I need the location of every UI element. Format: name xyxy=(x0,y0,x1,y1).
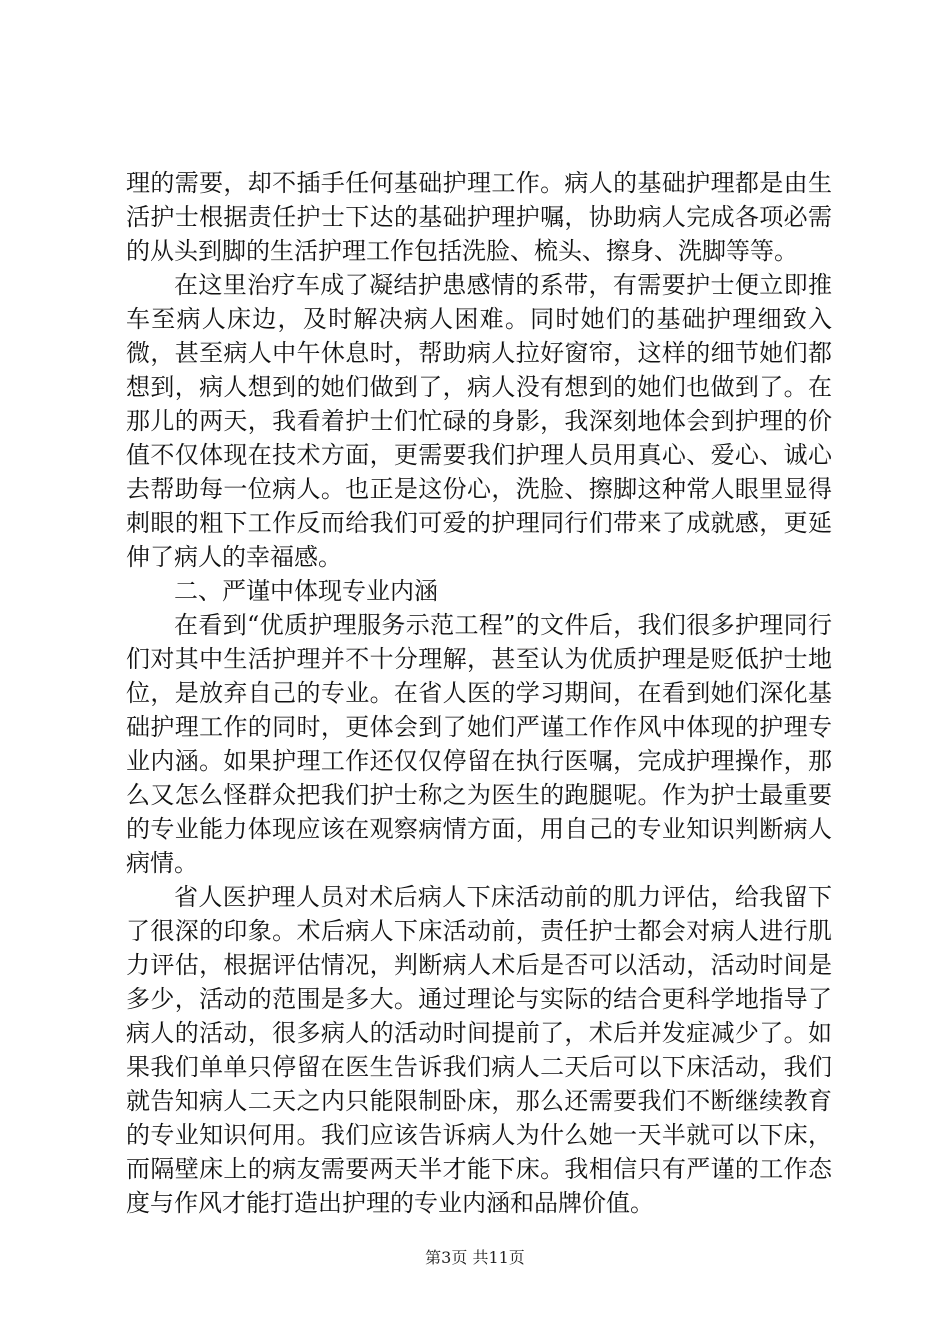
paragraph-treatment-cart: 在这里治疗车成了凝结护患感情的系带，有需要护士便立即推车至病人床边，及时解决病人困难。同时她们的基础护理细致入微，甚至病人中午休息时，帮助病人拉好窗帘，这样的细节她们都想到，病人想到的她们做到了，病人没有想到的她们也做到了。在那儿的两天，我看着护士们忙碌的身影，我深刻地体会到护理的价值不仅体现在技术方面，更需要我们护理人员用真心、爱心、诚心去帮助每一位病人。也正是这份心，洗脸、擦脚这种常人眼里显得刺眼的粗下工作反而给我们可爱的护理同行们带来了成就感，更延伸了病人的幸福感。 xyxy=(126,271,832,571)
section-heading: 二、严谨中体现专业内涵 xyxy=(174,577,438,605)
paragraph-continued: 理的需要，却不插手任何基础护理工作。病人的基础护理都是由生活护士根据责任护士下达的基础护理护嘱，协助病人完成各项必需的从头到脚的生活护理工作包括洗脸、梳头、擦身、洗脚等等。 xyxy=(126,169,832,265)
paragraph-quality-care: 在看到“优质护理服务示范工程”的文件后，我们很多护理同行们对其中生活护理并不十分理解，甚至认为优质护理是贬低护士地位，是放弃自己的专业。在省人医的学习期间，在看到她们深化基础护理工作的同时，更体会到了她们严谨工作作风中体现的护理专业内涵。如果护理工作还仅仅停留在执行医嘱，完成护理操作，那么又怎么怪群众把我们护士称之为医生的跑腿呢。作为护士最重要的专业能力体现应该在观察病情方面，用自己的专业知识判断病人病情。 xyxy=(126,611,832,877)
document-body xyxy=(126,166,832,1220)
paragraph-muscle-assessment: 省人医护理人员对术后病人下床活动前的肌力评估，给我留下了很深的印象。术后病人下床活动前，责任护士都会对病人进行肌力评估，根据评估情况，判断病人术后是否可以活动，活动时间是多少，活动的范围是多大。通过理论与实际的结合更科学地指导了病人的活动，很多病人的活动时间提前了，术后并发症减少了。如果我们单单只停留在医生告诉我们病人二天后可以下床活动，我们就告知病人二天之内只能限制卧床，那么还需要我们不断继续教育的专业知识何用。我们应该告诉病人为什么她一天半就可以下床，而隔壁床上的病友需要两天半才能下床。我相信只有严谨的工作态度与作风才能打造出护理的专业内涵和品牌价值。 xyxy=(126,883,832,1217)
page-number-footer: 第3页 共11页 xyxy=(425,1248,525,1267)
